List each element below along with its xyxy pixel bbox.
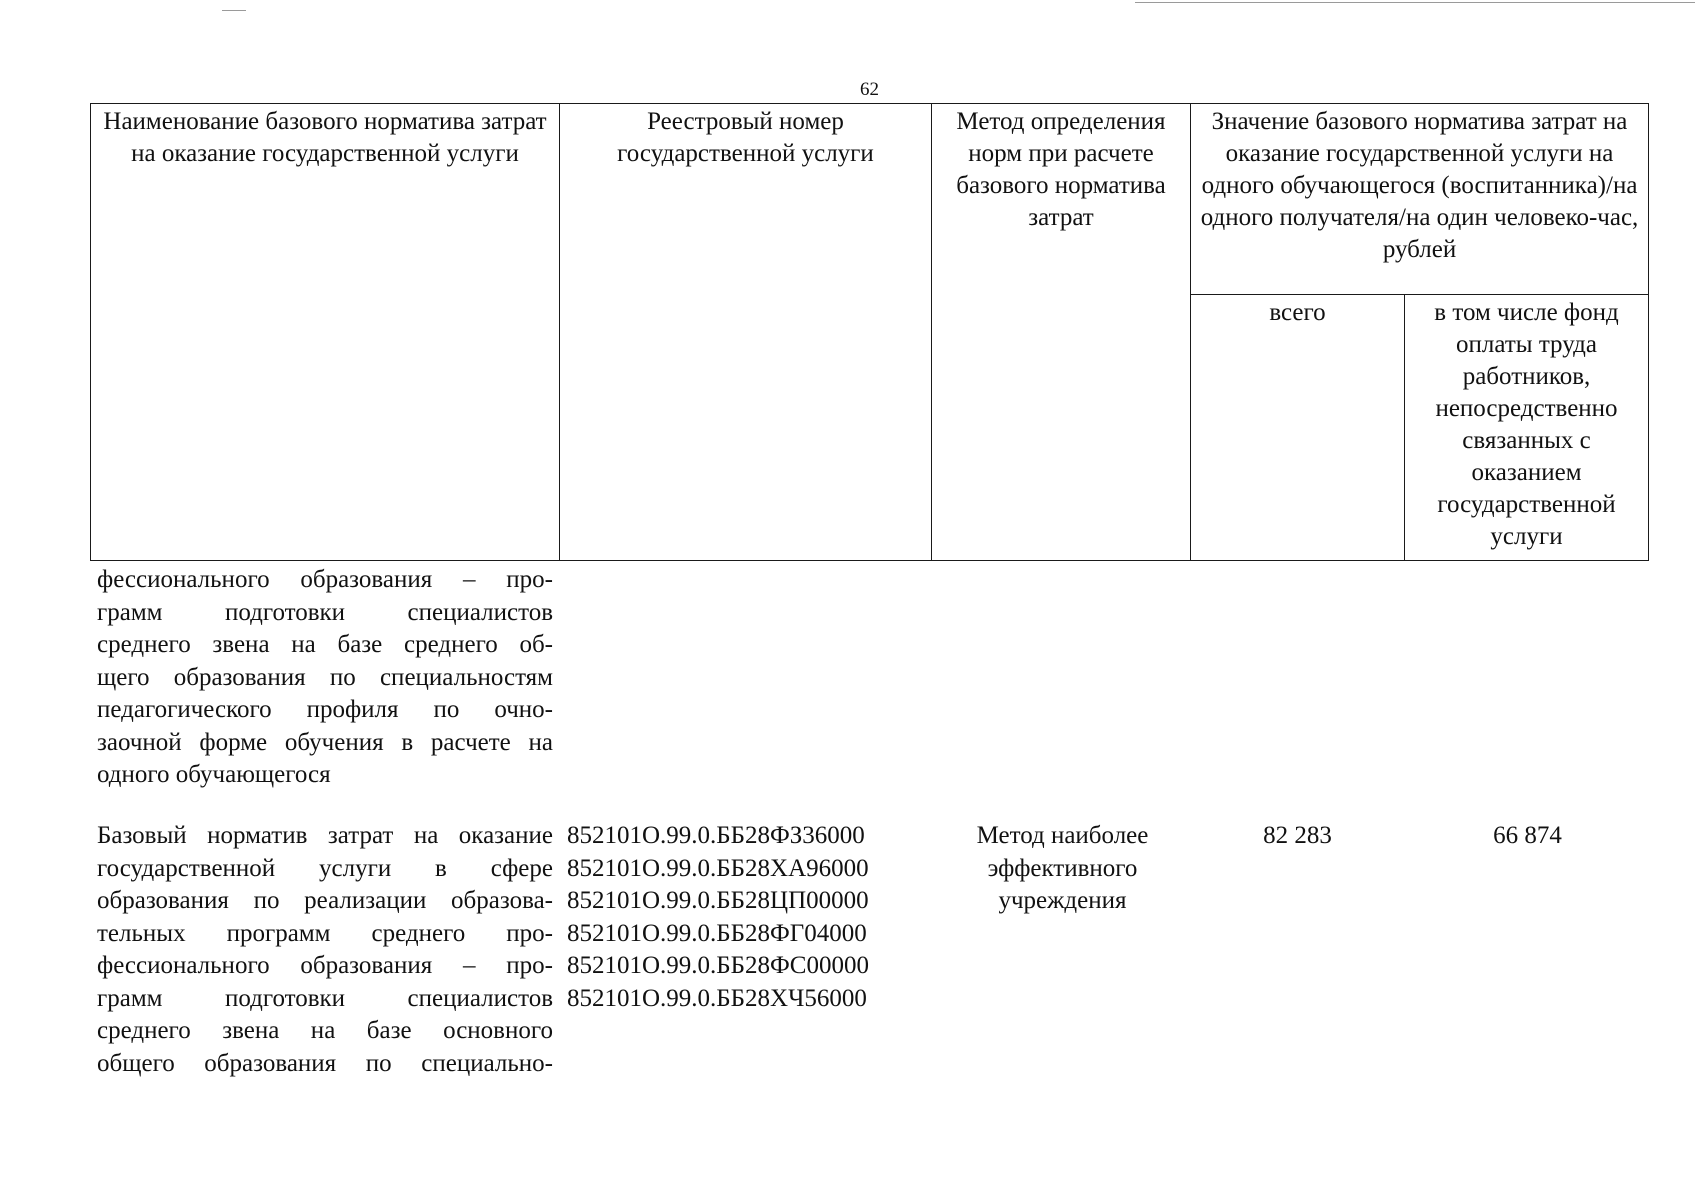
- header-cell-total: всего: [1191, 295, 1405, 561]
- text-line: Базовый норматив затрат на оказание: [97, 822, 553, 849]
- registry-code: 852101О.99.0.ББ28ХА96000: [567, 854, 869, 882]
- row-1-name: [97, 564, 553, 792]
- text-line: эффективного: [987, 854, 1138, 882]
- scan-mark: [1135, 2, 1695, 3]
- registry-code: 852101О.99.0.ББ28ЦП00000: [567, 887, 869, 914]
- text-line: учреждения: [998, 887, 1127, 914]
- text-line: фессионального образования – про-: [97, 952, 553, 979]
- text-line: грамм подготовки специалистов: [97, 984, 553, 1012]
- text-line: среднего звена на базе среднего об-: [97, 631, 553, 658]
- scan-mark: [222, 10, 246, 11]
- registry-code: 852101О.99.0.ББ28ФГ04000: [567, 919, 867, 947]
- text-line: фессионального образования – про-: [97, 566, 553, 593]
- text-line: государственной услуги в сфере: [97, 854, 553, 882]
- row-2-codes: [567, 820, 912, 1015]
- registry-code: 852101О.99.0.ББ28ФС00000: [567, 952, 869, 979]
- page-number: 62: [860, 79, 879, 100]
- text-line: образования по реализации образова-: [97, 887, 553, 914]
- row-2-method: [930, 820, 1195, 918]
- text-line: среднего звена на базе основного: [97, 1017, 553, 1044]
- header-cell-method: Метод определения норм при расчете базового норматива затрат: [932, 104, 1191, 561]
- header-cell-fund: в том числе фонд оплаты труда работников, непосредственно связанных с оказанием государственной услуги: [1405, 295, 1649, 561]
- text-line: грамм подготовки специалистов: [97, 598, 553, 626]
- table-header: [90, 103, 1649, 561]
- row-2-fund: 66 874: [1493, 822, 1562, 849]
- row-2-name: [97, 820, 553, 1080]
- row-2-total: 82 283: [1263, 822, 1332, 849]
- header-cell-value: Значение базового норматива затрат на оказание государственной услуги на одного обучающегося (воспитанника)/на одного получателя/на один человеко-час, рублей: [1191, 104, 1649, 295]
- registry-code: 852101О.99.0.ББ28ФЗ36000: [567, 822, 865, 849]
- text-line: Метод наиболее: [976, 822, 1149, 849]
- text-line: одного обучающегося: [97, 761, 331, 788]
- text-line: заочной форме обучения в расчете на: [97, 728, 553, 756]
- text-line: тельных программ среднего про-: [97, 919, 553, 947]
- text-line: щего образования по специальностям: [97, 663, 553, 691]
- text-line: общего образования по специально-: [97, 1049, 553, 1077]
- text-line: педагогического профиля по очно-: [97, 696, 553, 723]
- registry-code: 852101О.99.0.ББ28ХЧ56000: [567, 984, 867, 1012]
- header-cell-registry: Реестровый номер государственной услуги: [560, 104, 932, 561]
- header-cell-name: Наименование базового норматива затрат на оказание государственной услуги: [91, 104, 560, 561]
